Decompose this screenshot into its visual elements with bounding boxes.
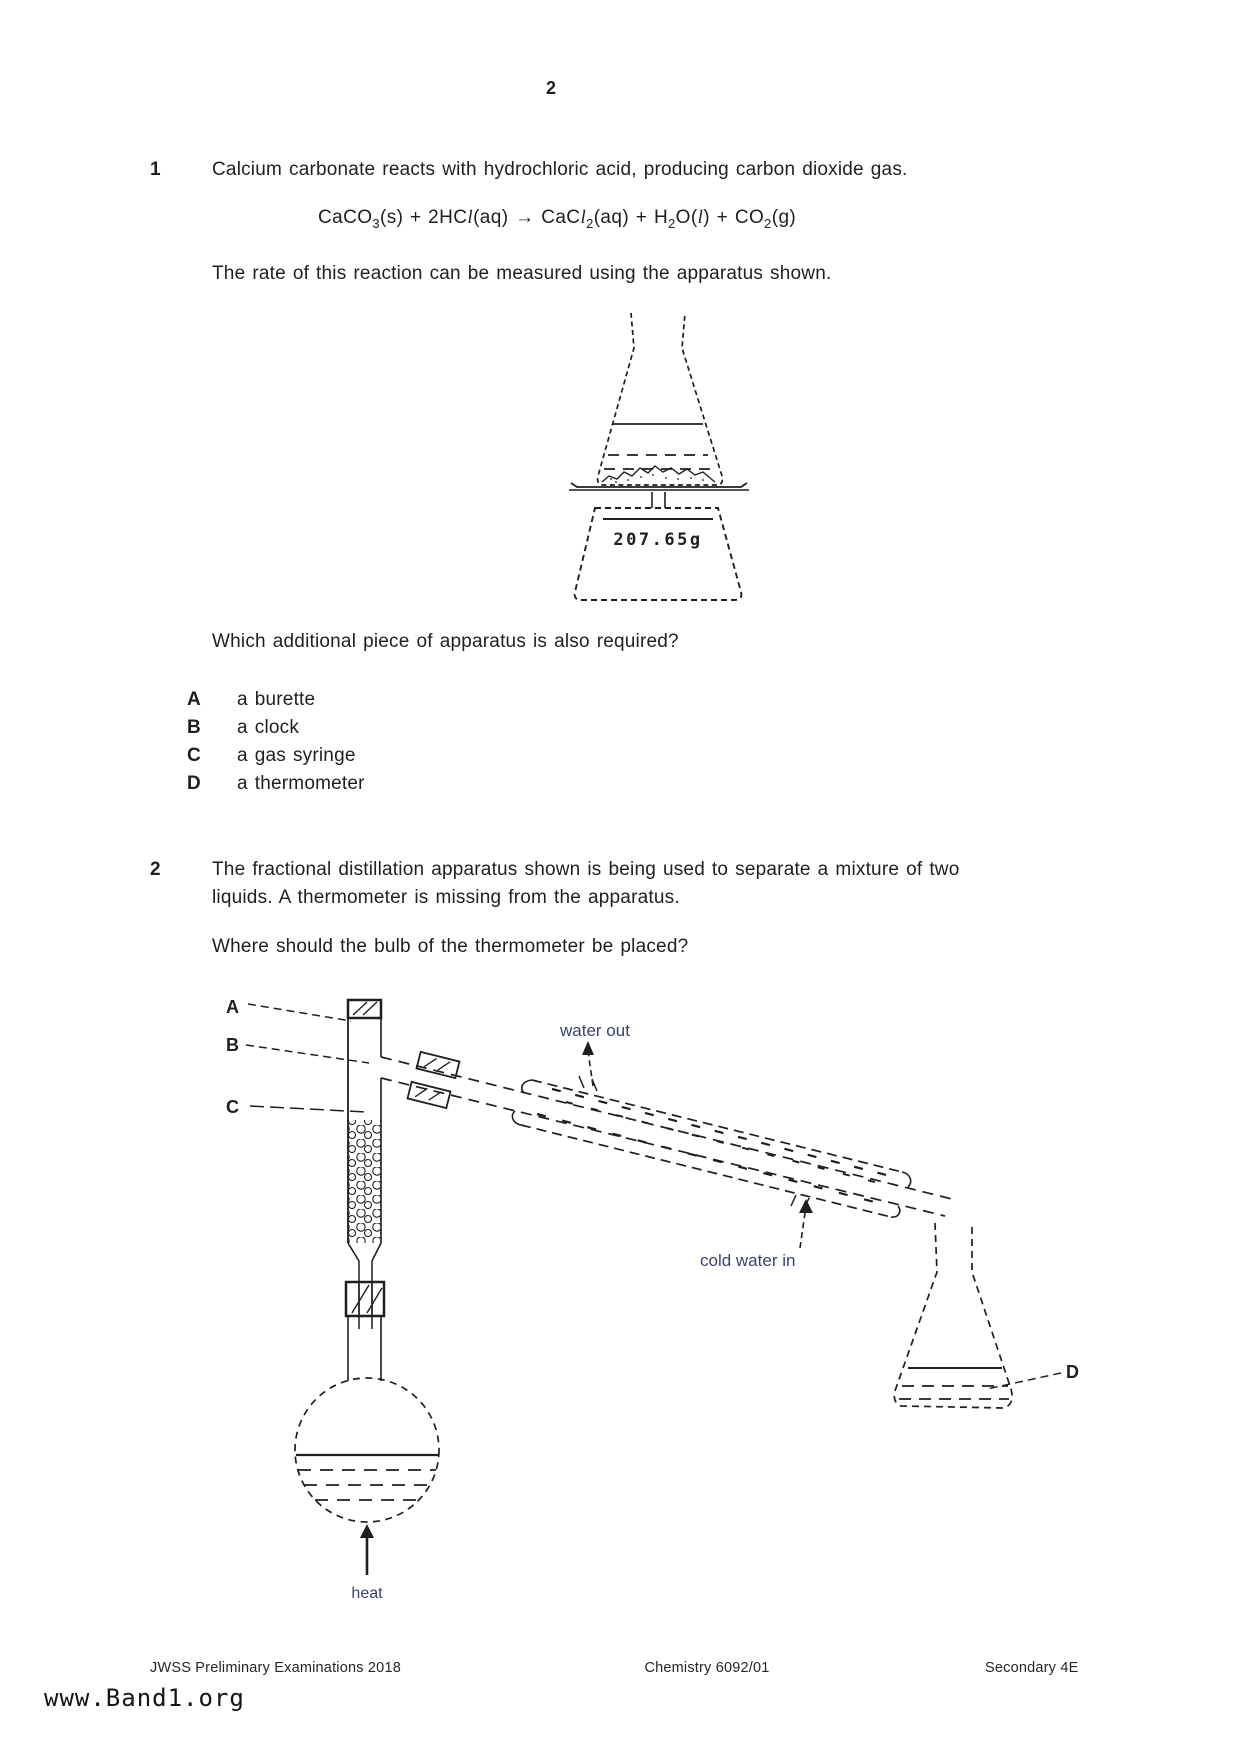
footer-exam-name: JWSS Preliminary Examinations 2018 — [150, 1660, 401, 1676]
label-a: A — [226, 997, 239, 1017]
receiving-flask — [894, 1223, 1012, 1408]
flask-stopper — [346, 1282, 384, 1316]
balance-reading: 207.65g — [613, 530, 703, 550]
label-b: B — [226, 1035, 239, 1055]
q1-number: 1 — [150, 159, 161, 180]
q1-question: Which additional piece of apparatus is also required? — [212, 631, 679, 652]
q2-question: Where should the bulb of the thermometer be placed? — [212, 936, 689, 957]
balance-body — [575, 508, 742, 600]
glass-beads — [349, 1120, 381, 1243]
label-c-leader — [250, 1106, 367, 1112]
cooling-water-texture — [552, 1089, 894, 1177]
column-side-arm — [381, 1052, 952, 1216]
water-out-stub — [579, 1076, 597, 1091]
footer-level: Secondary 4E — [985, 1660, 1079, 1676]
watermark-url: www.Band1.org — [44, 1684, 245, 1712]
q2-prompt-line2: liquids. A thermometer is missing from the apparatus. — [212, 887, 680, 908]
condenser-jacket — [512, 1076, 910, 1217]
q1-method-text: The rate of this reaction can be measured using the apparatus shown. — [212, 263, 832, 284]
option-text-b: a clock — [237, 717, 300, 738]
option-letter-b: B — [187, 717, 201, 738]
connector-sleeve-2 — [408, 1082, 451, 1108]
option-letter-d: D — [187, 773, 201, 794]
label-c: C — [226, 1097, 239, 1117]
option-text-a: a burette — [237, 689, 316, 710]
heat-arrow — [360, 1524, 374, 1575]
option-letter-c: C — [187, 745, 201, 766]
option-text-d: a thermometer — [237, 773, 365, 794]
column-taper — [348, 1243, 381, 1261]
label-a-leader — [248, 1004, 351, 1021]
label-d: D — [1066, 1362, 1079, 1382]
q2-prompt-line1: The fractional distillation apparatus shown is being used to separate a mixture of two — [212, 859, 960, 880]
cold-water-in-label: cold water in — [700, 1251, 796, 1270]
water-out-label: water out — [560, 1021, 630, 1040]
conical-flask — [598, 313, 723, 485]
inner-tube-upper — [381, 1057, 952, 1199]
footer-paper-code: Chemistry 6092/01 — [644, 1660, 770, 1676]
option-text-c: a gas syringe — [237, 745, 356, 766]
page-number: 2 — [546, 78, 557, 98]
round-bottom-flask — [295, 1316, 439, 1522]
heat-label: heat — [351, 1585, 383, 1602]
q2-number: 2 — [150, 859, 161, 880]
fractionating-column — [348, 1000, 381, 1329]
q2-apparatus-diagram — [180, 985, 1120, 1630]
label-b-leader — [246, 1045, 369, 1063]
solid-residue — [602, 466, 715, 482]
label-d-leader — [987, 1373, 1061, 1389]
residue-dots — [610, 474, 704, 483]
balance — [569, 483, 749, 600]
q1-apparatus-diagram — [556, 303, 766, 610]
cold-water-in-arrow — [799, 1199, 813, 1248]
option-letter-a: A — [187, 689, 201, 710]
chemical-equation: CaCO$_3$(s) + 2HCl(aq) → CaCl$_2$(aq) + $H_2O(l) + CO_2(g)$ — [318, 207, 797, 231]
q1-prompt: Calcium carbonate reacts with hydrochloric acid, producing carbon dioxide gas. — [212, 159, 908, 180]
